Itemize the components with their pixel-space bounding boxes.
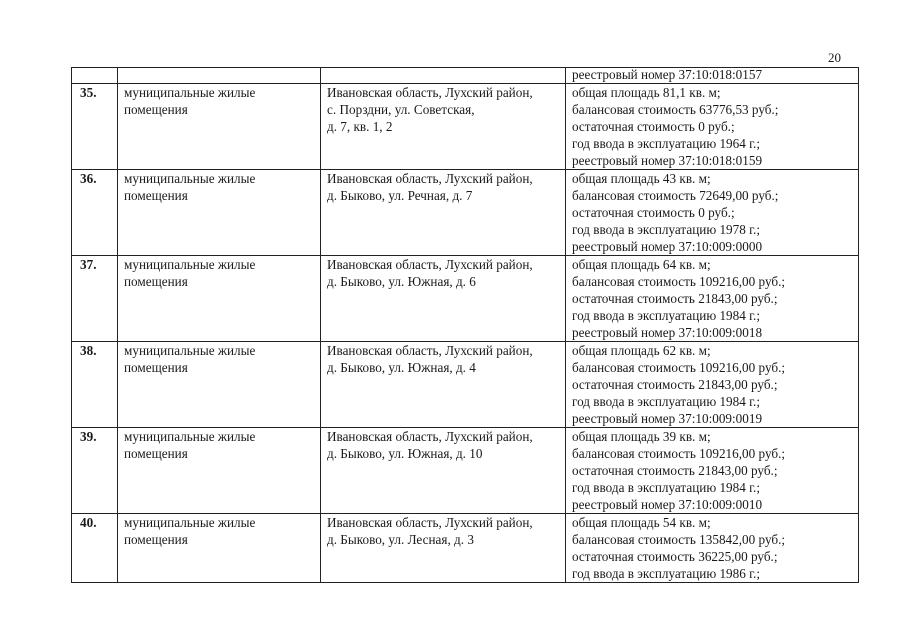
name-line: муниципальные жилые	[124, 85, 256, 100]
name-line: муниципальные жилые	[124, 171, 256, 186]
characteristic-line: реестровый номер 37:10:018:0159	[572, 153, 763, 168]
characteristic-line: балансовая стоимость 109216,00 руб.;	[572, 274, 786, 289]
cell-address	[321, 170, 566, 256]
cell-address	[321, 84, 566, 170]
cell-characteristics	[566, 342, 859, 428]
name-line: помещения	[124, 360, 188, 375]
characteristic-line: остаточная стоимость 21843,00 руб.;	[572, 377, 778, 392]
address-line: Ивановская область, Лухский район,	[327, 85, 533, 100]
characteristic-line: балансовая стоимость 109216,00 руб.;	[572, 360, 786, 375]
characteristic-line: реестровый номер 37:10:009:0019	[572, 411, 763, 426]
cell-number	[72, 68, 118, 84]
address-line: Ивановская область, Лухский район,	[327, 515, 533, 530]
table-row	[72, 428, 859, 514]
name-line: муниципальные жилые	[124, 515, 256, 530]
cell-characteristics	[566, 256, 859, 342]
cell-name	[118, 514, 321, 583]
characteristic-line: общая площадь 64 кв. м;	[572, 257, 711, 272]
property-registry-table	[71, 67, 859, 583]
address-line: Ивановская область, Лухский район,	[327, 171, 533, 186]
characteristic-line: общая площадь 62 кв. м;	[572, 343, 711, 358]
table-row	[72, 342, 859, 428]
characteristic-line: общая площадь 39 кв. м;	[572, 429, 711, 444]
row-number: 37.	[72, 256, 118, 342]
characteristic-line: балансовая стоимость 109216,00 руб.;	[572, 446, 786, 461]
characteristic-line: остаточная стоимость 21843,00 руб.;	[572, 291, 778, 306]
characteristic-line: реестровый номер 37:10:009:0000	[572, 239, 763, 254]
cell-name	[118, 256, 321, 342]
row-number: 38.	[72, 342, 118, 428]
characteristic-line: остаточная стоимость 0 руб.;	[572, 119, 735, 134]
cell-name	[118, 84, 321, 170]
table-row	[72, 170, 859, 256]
characteristic-line: год ввода в эксплуатацию 1984 г.;	[572, 480, 761, 495]
characteristic-line: общая площадь 43 кв. м;	[572, 171, 711, 186]
cell-address	[321, 514, 566, 583]
characteristic-line: остаточная стоимость 21843,00 руб.;	[572, 463, 778, 478]
address-line: д. Быково, ул. Речная, д. 7	[327, 188, 473, 203]
cell-name	[118, 170, 321, 256]
name-line: помещения	[124, 532, 188, 547]
cell-address	[321, 342, 566, 428]
table-row-continuation	[72, 68, 859, 84]
address-line: д. Быково, ул. Южная, д. 6	[327, 274, 476, 289]
characteristic-line: общая площадь 81,1 кв. м;	[572, 85, 721, 100]
row-number: 35.	[72, 84, 118, 170]
row-number: 40.	[72, 514, 118, 583]
row-number: 39.	[72, 428, 118, 514]
characteristic-line: год ввода в эксплуатацию 1984 г.;	[572, 308, 761, 323]
characteristic-line: балансовая стоимость 72649,00 руб.;	[572, 188, 779, 203]
characteristic-line: балансовая стоимость 135842,00 руб.;	[572, 532, 786, 547]
name-line: муниципальные жилые	[124, 429, 256, 444]
characteristic-line: год ввода в эксплуатацию 1978 г.;	[572, 222, 761, 237]
table-row	[72, 514, 859, 583]
cell-characteristics	[566, 428, 859, 514]
characteristic-line: год ввода в эксплуатацию 1964 г.;	[572, 136, 761, 151]
name-line: помещения	[124, 446, 188, 461]
table-row	[72, 256, 859, 342]
cell-address	[321, 428, 566, 514]
address-line: с. Порздни, ул. Советская,	[327, 102, 475, 117]
cell-characteristics	[566, 84, 859, 170]
cell-characteristics	[566, 514, 859, 583]
table-row	[72, 84, 859, 170]
characteristic-line: реестровый номер 37:10:009:0010	[572, 497, 763, 512]
name-line: муниципальные жилые	[124, 343, 256, 358]
cell-name	[118, 68, 321, 84]
cell-characteristics	[566, 68, 859, 84]
name-line: помещения	[124, 102, 188, 117]
cell-characteristics	[566, 170, 859, 256]
name-line: помещения	[124, 274, 188, 289]
characteristic-line: год ввода в эксплуатацию 1986 г.;	[572, 566, 761, 581]
characteristic-line: остаточная стоимость 0 руб.;	[572, 205, 735, 220]
cell-name	[118, 342, 321, 428]
characteristic-line: реестровый номер 37:10:009:0018	[572, 325, 763, 340]
address-line: Ивановская область, Лухский район,	[327, 429, 533, 444]
page-number: 20	[828, 50, 841, 65]
row-number: 36.	[72, 170, 118, 256]
characteristic-line: реестровый номер 37:10:018:0157	[572, 67, 763, 82]
address-line: д. 7, кв. 1, 2	[327, 119, 393, 134]
cell-address	[321, 256, 566, 342]
address-line: д. Быково, ул. Лесная, д. 3	[327, 532, 474, 547]
cell-address	[321, 68, 566, 84]
name-line: муниципальные жилые	[124, 257, 256, 272]
characteristic-line: остаточная стоимость 36225,00 руб.;	[572, 549, 778, 564]
characteristic-line: год ввода в эксплуатацию 1984 г.;	[572, 394, 761, 409]
address-line: Ивановская область, Лухский район,	[327, 343, 533, 358]
address-line: д. Быково, ул. Южная, д. 4	[327, 360, 476, 375]
characteristic-line: балансовая стоимость 63776,53 руб.;	[572, 102, 779, 117]
characteristic-line: общая площадь 54 кв. м;	[572, 515, 711, 530]
address-line: д. Быково, ул. Южная, д. 10	[327, 446, 483, 461]
cell-name	[118, 428, 321, 514]
address-line: Ивановская область, Лухский район,	[327, 257, 533, 272]
name-line: помещения	[124, 188, 188, 203]
